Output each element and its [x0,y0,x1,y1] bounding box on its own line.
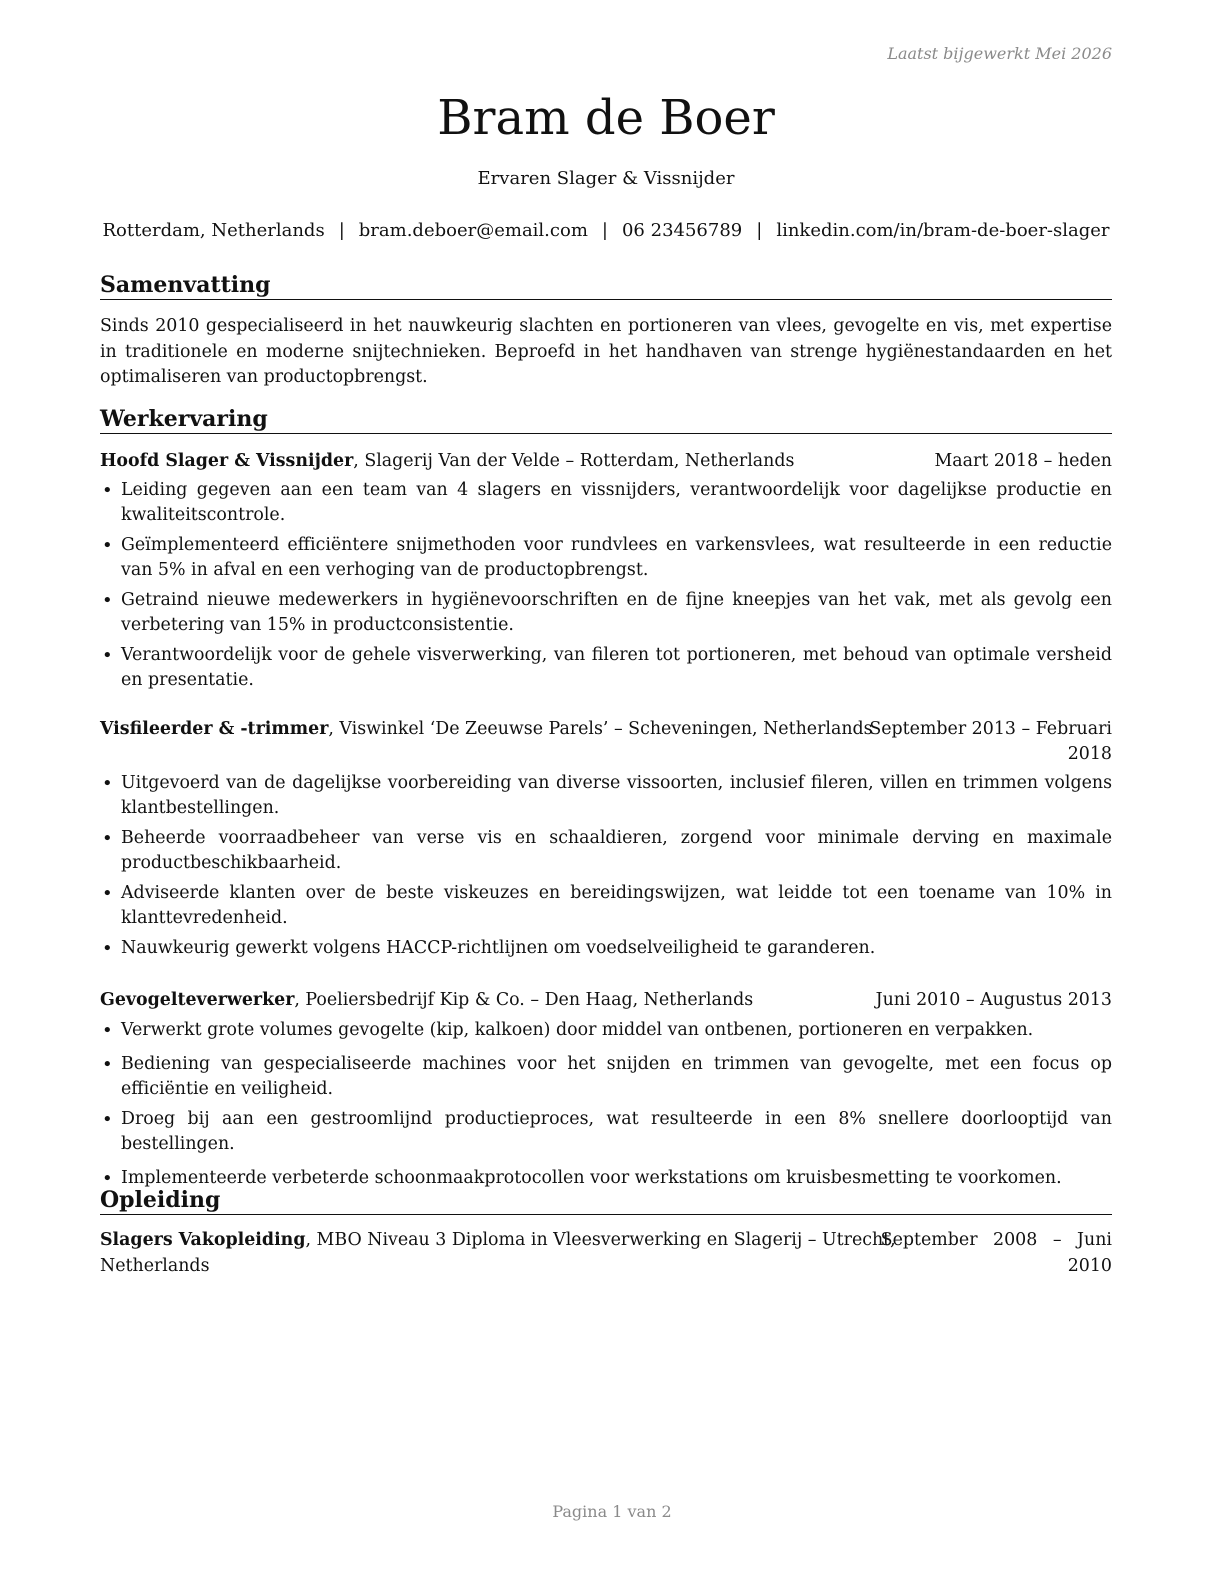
summary-heading: Samenvatting [100,271,1112,300]
page-number: Pagina 1 van 2 [552,1502,672,1521]
job-date [869,717,1112,767]
job-bullets [100,478,1112,693]
contact-line [88,219,1124,243]
contact-linkedin[interactable]: linkedin.com/in/bram-de-boer-slager [776,220,1110,241]
contact-separator: | [601,220,608,241]
education-line-1 [100,1228,1112,1254]
job-bullets [100,1018,1112,1191]
summary-text: Sinds 2010 gespecialiseerd in het nauwkeurig slachten en portioneren van vlees, gevogelte en vis, met expertise in traditionele en moderne snijtechnieken. Beproefd in het handhaven van strenge hygiënestandaarden en het optimaliseren van productopbrengst. [100,316,1112,387]
job-header [100,988,1112,1013]
education-heading: Opleiding [100,1186,1112,1215]
job-role: Hoofd Slager & Vissnijder [100,451,354,471]
job-date: Maart 2018 – heden [934,451,1112,471]
contact-location: Rotterdam, Netherlands [102,220,325,241]
last-updated: Laatst bijgewerkt Mei 2026 [887,44,1112,63]
education-school: Slagers Vakopleiding [100,1230,306,1250]
resume-page [100,0,1112,1584]
candidate-name: Bram de Boer [437,90,775,146]
list-item: • Beheerde voorraadbeheer van verse vis en schaaldieren, zorgend voor minimale derving en maximale productbeschikbaarheid. [100,826,1112,876]
job-date-line2: 2018 [1067,744,1112,764]
job-role: Gevogelteverwerker [100,990,295,1010]
education-detail-line1: , MBO Niveau 3 Diploma in Vleesverwerking en Slagerij – Utrecht, [305,1230,896,1250]
candidate-title: Ervaren Slager & Vissnijder [477,168,735,189]
list-item: • Verantwoordelijk voor de gehele visverwerking, van fileren tot portioneren, met behoud van optimale versheid en presentatie. [100,643,1112,693]
contact-email[interactable]: bram.deboer@email.com [358,220,588,241]
list-item: • Geïmplementeerd efficiëntere snijmethoden voor rundvlees en varkensvlees, wat resulteerde in een reductie van 5% in afval en een verhoging van de productopbrengst. [100,533,1112,583]
education-line-2 [100,1254,1112,1280]
job-header [100,449,1112,474]
list-item: • Leiding gegeven aan een team van 4 slagers en vissnijders, verantwoordelijk voor dagelijkse productie en kwaliteitscontrole. [100,478,1112,528]
job-header [100,717,1112,764]
job-bullets [100,771,1112,961]
education-date-line2: 2010 [1067,1255,1112,1276]
job-date: Juni 2010 – Augustus 2013 [875,990,1112,1010]
list-item: • Adviseerde klanten over de beste viskeuzes en bereidingswijzen, wat leidde tot een toename van 10% in klanttevredenheid. [100,881,1112,931]
job-org: , Slagerij Van der Velde – Rotterdam, Netherlands [353,451,795,471]
experience-heading: Werkervaring [100,405,1112,434]
list-item: • Uitgevoerd van de dagelijkse voorbereiding van diverse vissoorten, inclusief fileren, villen en trimmen volgens klantbestellingen. [100,771,1112,821]
contact-separator: | [338,220,345,241]
education-entry [100,1228,1112,1279]
education-date-line1: September 2008 – Juni [880,1230,1112,1250]
job-org: , Viswinkel ‘De Zeeuwse Parels’ – Scheveningen, Netherlands [328,719,873,739]
list-item: • Nauwkeurig gewerkt volgens HACCP-richtlijnen om voedselveiligheid te garanderen. [100,936,1112,961]
contact-phone[interactable]: 06 23456789 [621,220,743,241]
education-detail-line2: Netherlands [100,1255,210,1276]
job-org: , Poeliersbedrijf Kip & Co. – Den Haag, Netherlands [294,990,754,1010]
job-date-line1: September 2013 – Februari [869,719,1112,739]
list-item: • Droeg bij aan een gestroomlijnd productieproces, wat resulteerde in een 8% snellere doorlooptijd van bestellingen. [100,1107,1112,1157]
job-role: Visfileerder & -trimmer [100,719,329,739]
list-item: • Getraind nieuwe medewerkers in hygiënevoorschriften en de fijne kneepjes van het vak, met als gevolg een verbetering van 15% in productconsistentie. [100,588,1112,638]
list-item: • Implementeerde verbeterde schoonmaakprotocollen voor werkstations om kruisbesmetting te voorkomen. [100,1166,1112,1191]
list-item: • Verwerkt grote volumes gevogelte (kip, kalkoen) door middel van ontbenen, portioneren en verpakken. [100,1018,1112,1043]
list-item: • Bediening van gespecialiseerde machines voor het snijden en trimmen van gevogelte, met een focus op efficiëntie en veiligheid. [100,1052,1112,1102]
contact-separator: | [756,220,763,241]
